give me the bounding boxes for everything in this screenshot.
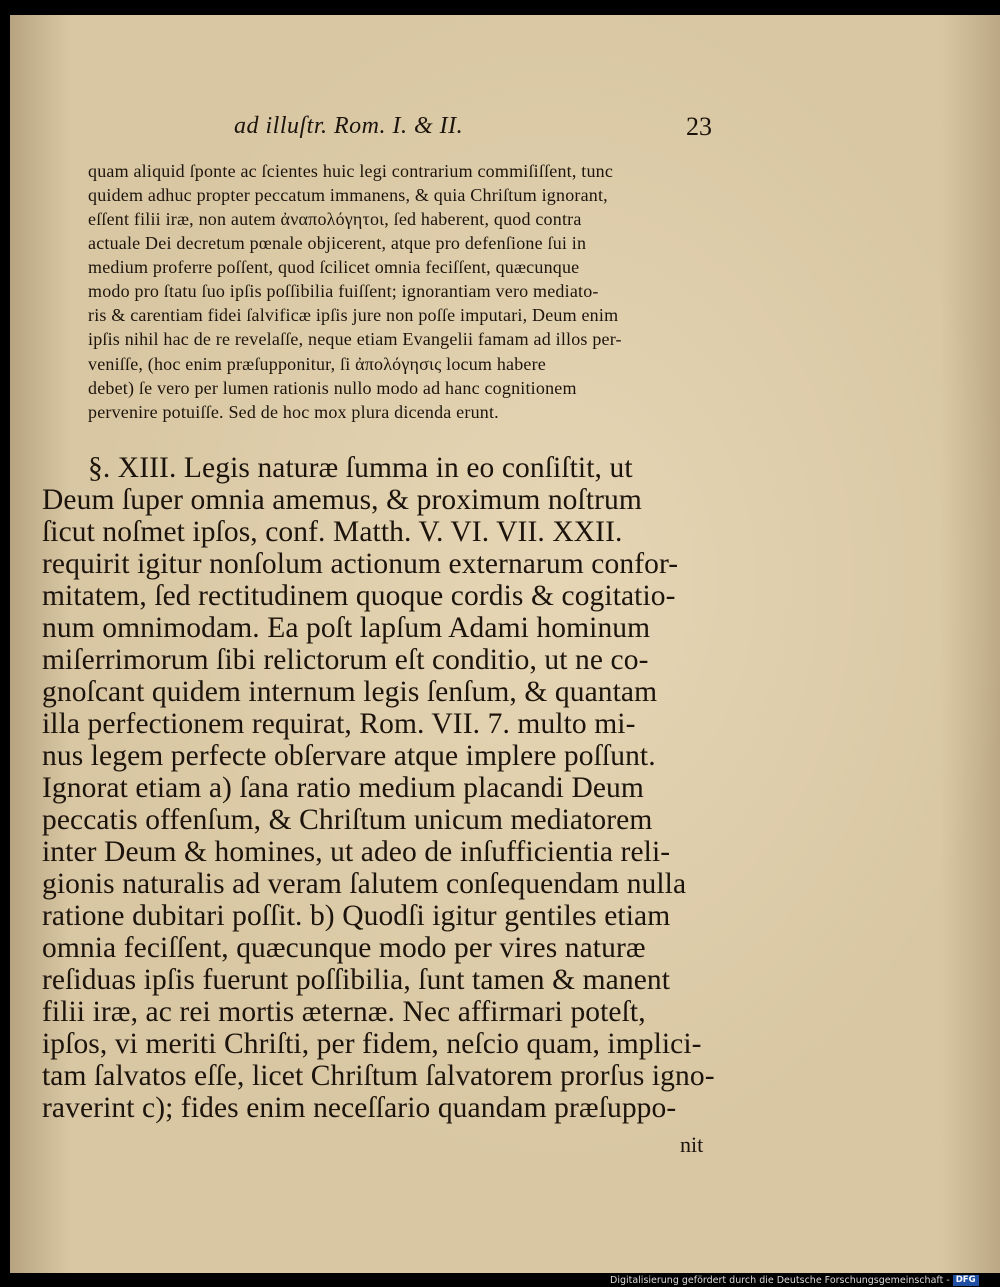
footnote-line: ipſis nihil hac de re revelaſſe, neque etiam Evangelii famam ad illos per- (88, 329, 622, 349)
footer-text: Digitalisierung gefördert durch die Deutsche Forschungsgemeinschaft - (610, 1275, 950, 1286)
body-line: num omnimodam. Ea poſt lapſum Adami hominum (42, 612, 651, 644)
body-line: Deum ſuper omnia amemus, & proximum noſtrum (42, 484, 642, 516)
body-line: miſerrimorum ſibi relictorum eſt conditio, ut ne co- (42, 644, 649, 676)
body-line: omnia feciſſent, quæcunque modo per vires naturæ (42, 932, 646, 964)
body-line: filii iræ, ac rei mortis æternæ. Nec affirmari poteſt, (42, 996, 646, 1028)
body-line: illa perfectionem requirat, Rom. VII. 7. multo mi- (42, 708, 636, 740)
footnote-line: debet) ſe vero per lumen rationis nullo modo ad hanc cognitionem (88, 378, 577, 398)
catchword: nit (680, 1132, 704, 1157)
dfg-logo: DFG (953, 1275, 979, 1286)
footnote-line: modo pro ſtatu ſuo ipſis poſſibilia fuiſſent; ignorantiam vero mediato- (88, 281, 599, 301)
page-number: 23 (686, 112, 712, 141)
body-line: §. XIII. Legis naturæ ſumma in eo conſiſtit, ut (88, 452, 633, 484)
footnote-line: quidem adhuc propter peccatum immanens, & quia Chriſtum ignorant, (88, 185, 608, 205)
footnote-line: pervenire potuiſſe. Sed de hoc mox plura dicenda erunt. (88, 402, 499, 422)
body-line: gionis naturalis ad veram ſalutem conſequendam nulla (42, 868, 687, 900)
footnote-line: quam aliquid ſponte ac ſcientes huic legi contrarium commiſiſſent, tunc (88, 161, 614, 181)
body-line: ipſos, vi meriti Chriſti, per fidem, neſcio quam, implici- (42, 1028, 702, 1060)
body-line: tam ſalvatos eſſe, licet Chriſtum ſalvatorem prorſus igno- (42, 1060, 715, 1092)
body-line: ratione dubitari poſſit. b) Quodſi igitur gentiles etiam (42, 900, 671, 932)
body-line: ſicut noſmet ipſos, conf. Matth. V. VI. VII. XXII. (42, 516, 623, 548)
body-line: inter Deum & homines, ut adeo de inſufficientia reli- (42, 836, 671, 868)
body-line: mitatem, ſed rectitudinem quoque cordis & cogitatio- (42, 580, 676, 612)
body-line: requirit igitur nonſolum actionum externarum confor- (42, 548, 679, 580)
body-line: peccatis offenſum, & Chriſtum unicum mediatorem (42, 804, 653, 836)
footnote-line: veniſſe, (hoc enim præſupponitur, ſi ἀπολόγησις locum habere (88, 354, 546, 374)
body-line: reſiduas ipſis fuerunt poſſibilia, ſunt tamen & manent (42, 964, 671, 996)
body-line: nus legem perfecte obſervare atque implere poſſunt. (42, 740, 656, 772)
footnote-line: medium proferre poſſent, quod ſcilicet omnia feciſſent, quæcunque (88, 257, 580, 277)
body-line: raverint c); fides enim neceſſario quandam præſuppo- (42, 1092, 677, 1124)
footnote-line: eſſent filii iræ, non autem ἀναπολόγητοι, ſed haberent, quod contra (88, 209, 582, 229)
running-title: ad illuſtr. Rom. I. & II. (234, 113, 464, 139)
body-line: gnoſcant quidem internum legis ſenſum, & quantam (42, 676, 658, 708)
footnote-line: actuale Dei decretum pœnale objicerent, atque pro defenſione ſui in (88, 233, 587, 253)
footnote-line: ris & carentiam fidei ſalvificæ ipſis jure non poſſe imputari, Deum enim (88, 305, 619, 325)
digitization-footer (610, 1275, 979, 1287)
body-line: Ignorat etiam a) ſana ratio medium placandi Deum (42, 772, 644, 804)
